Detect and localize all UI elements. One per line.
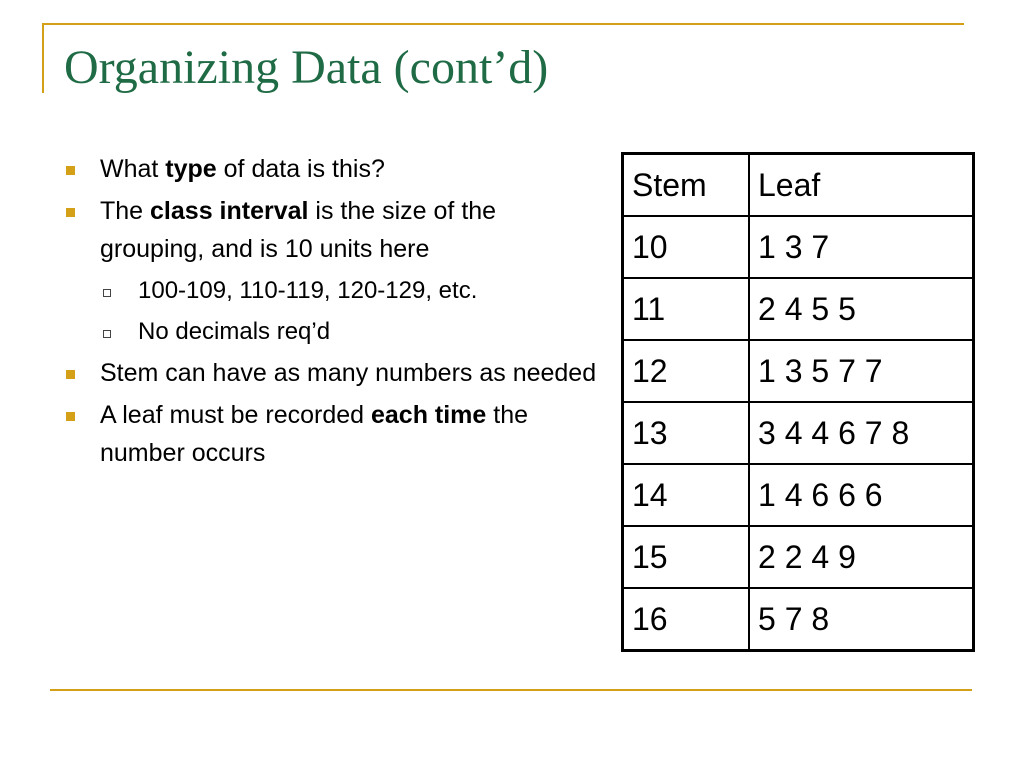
bullet-bold-text: type	[165, 155, 217, 183]
bullet-text: of data is this?	[216, 155, 385, 183]
table-row	[623, 464, 974, 526]
sub-bullet-text: 100-109, 110-119, 120-129, etc.	[138, 277, 478, 304]
stem-cell: 11	[623, 278, 750, 340]
stem-cell: 16	[623, 588, 750, 651]
sub-bullet-text: No decimals req’d	[138, 318, 331, 345]
sub-bullet-decimals	[62, 313, 602, 351]
square-bullet-icon	[66, 370, 75, 379]
bullet-text: The	[100, 197, 151, 225]
leaf-cell: 3 4 4 6 7 8	[749, 402, 974, 464]
stem-cell: 12	[623, 340, 750, 402]
hollow-square-bullet-icon	[103, 330, 111, 338]
slide-title: Organizing Data (cont’d)	[64, 41, 549, 94]
bullet-list	[62, 150, 602, 476]
frame-top-line	[42, 23, 964, 25]
leaf-cell: 1 3 7	[749, 216, 974, 278]
bullet-text: Stem can have as many numbers as needed	[100, 359, 597, 387]
bullet-data-type	[62, 150, 602, 188]
stem-cell: 15	[623, 526, 750, 588]
frame-bottom-line	[50, 689, 972, 691]
stem-cell: 10	[623, 216, 750, 278]
table-row	[623, 588, 974, 651]
stem-cell: 13	[623, 402, 750, 464]
bullet-text: the number occurs	[100, 401, 529, 467]
bullet-bold-text: each time	[370, 401, 487, 429]
bullet-text: What	[100, 155, 166, 183]
table-header-row	[623, 154, 974, 217]
sub-bullet-ranges	[62, 272, 602, 310]
leaf-cell: 5 7 8	[749, 588, 974, 651]
stem-cell: 14	[623, 464, 750, 526]
bullet-text: is the size of the grouping, and is 10 units here	[100, 197, 497, 263]
table-row	[623, 340, 974, 402]
bullet-stem-numbers	[62, 354, 602, 392]
bullet-leaf-recorded	[62, 396, 602, 472]
table-row	[623, 278, 974, 340]
frame-left-line	[42, 23, 44, 93]
leaf-cell: 2 4 5 5	[749, 278, 974, 340]
leaf-cell: 2 2 4 9	[749, 526, 974, 588]
stem-leaf-table	[621, 152, 975, 652]
square-bullet-icon	[66, 166, 75, 175]
header-leaf: Leaf	[749, 154, 974, 217]
header-stem: Stem	[623, 154, 750, 217]
square-bullet-icon	[66, 412, 75, 421]
table-row	[623, 402, 974, 464]
leaf-cell: 1 3 5 7 7	[749, 340, 974, 402]
square-bullet-icon	[66, 208, 75, 217]
table-row	[623, 526, 974, 588]
bullet-bold-text: class interval	[150, 197, 309, 225]
leaf-cell: 1 4 6 6 6	[749, 464, 974, 526]
bullet-text: A leaf must be recorded	[100, 401, 371, 429]
hollow-square-bullet-icon	[103, 289, 111, 297]
bullet-class-interval	[62, 192, 602, 268]
table-row	[623, 216, 974, 278]
